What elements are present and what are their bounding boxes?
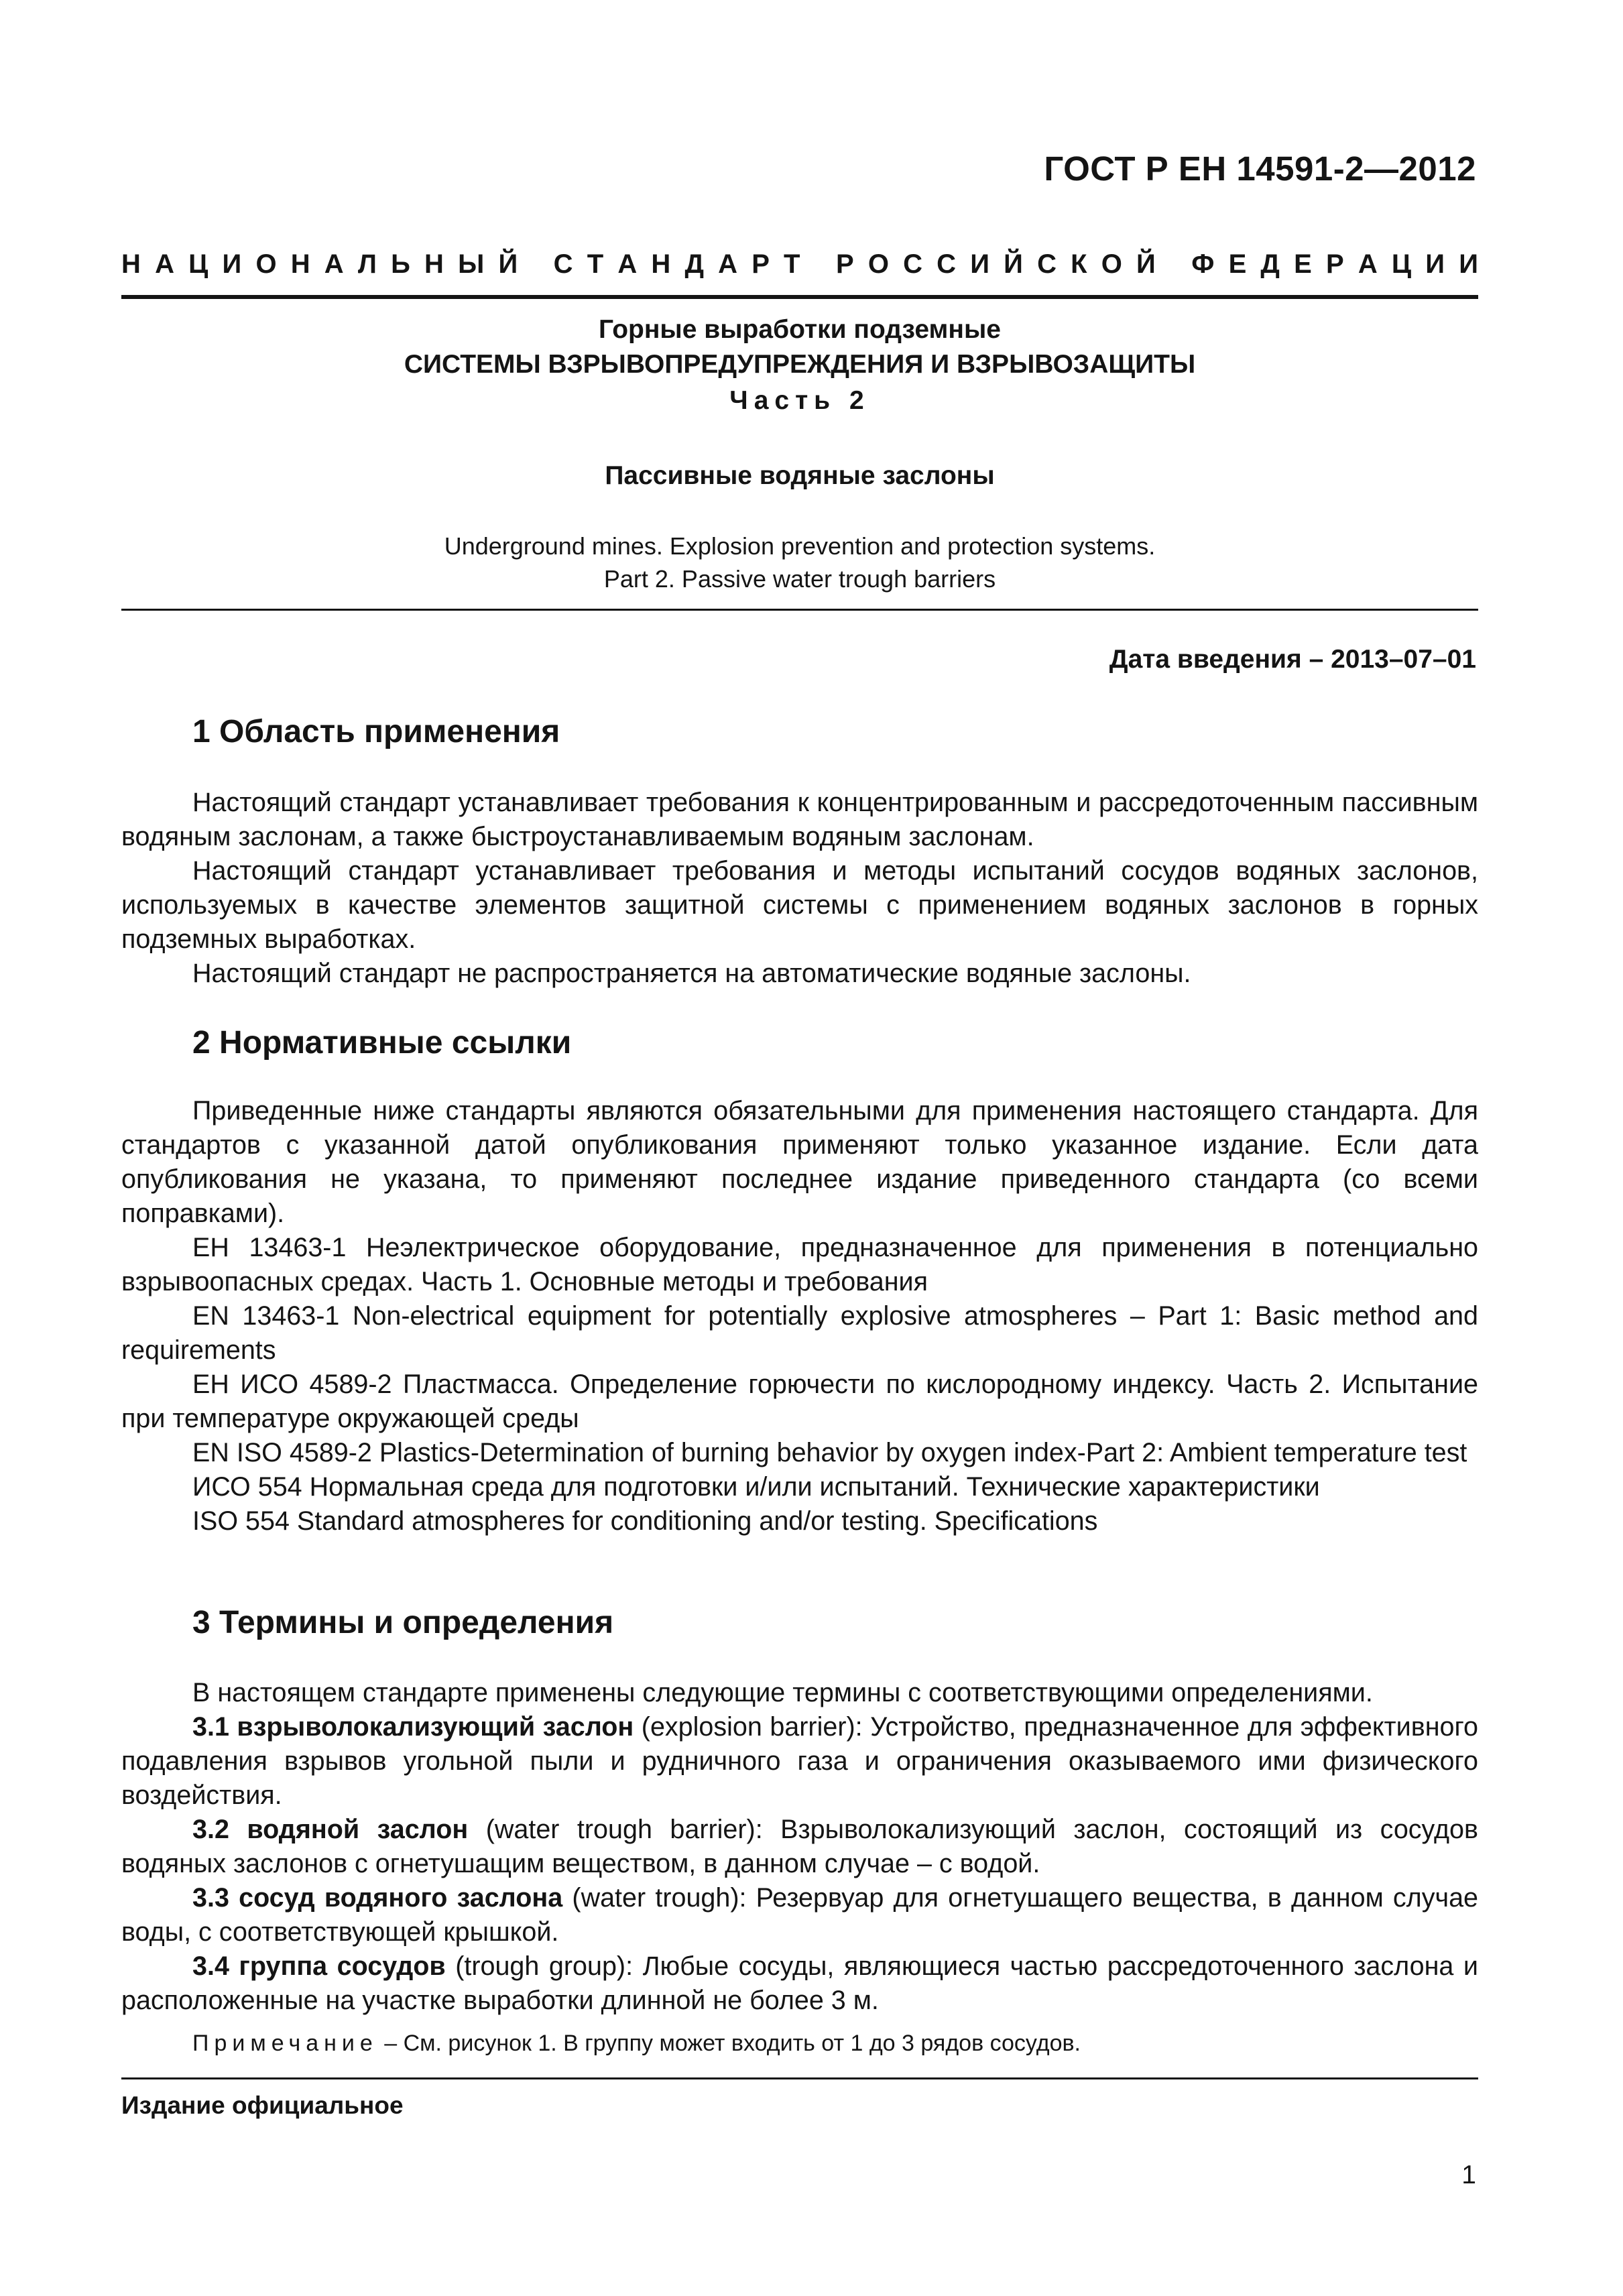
banner-letter: Д [684, 249, 704, 279]
banner-letter: И [1459, 249, 1478, 279]
banner-letter: Д [1260, 249, 1280, 279]
reference-item: EN ISO 4589-2 Plastics-Determination of burning behavior by oxygen index-Part 2: Ambient temperature test [192, 1438, 1467, 1467]
banner-letter: Н [651, 249, 671, 279]
title-line2: СИСТЕМЫ ВЗРЫВОПРЕДУПРЕЖДЕНИЯ И ВЗРЫВОЗАЩИТЫ [404, 350, 1196, 379]
banner-letter: А [324, 249, 344, 279]
term-name: 3.4 группа сосудов [192, 1951, 446, 1981]
national-standard-banner [121, 249, 1478, 280]
term-definition [121, 1813, 1478, 1881]
banner-letter: Ц [1391, 249, 1412, 279]
banner-letter: Н [121, 249, 141, 279]
banner-letter: Й [498, 249, 518, 279]
banner-letter: Е [1228, 249, 1247, 279]
banner-letter: О [867, 249, 889, 279]
term-text: (explosion barrier): Устройство, предназначенное для эффективного подавления взрывов угольной пыли и рудничного газа и ограничения оказываемого ими физического воздействия. [121, 1712, 1478, 1810]
banner-letter: Л [357, 249, 377, 279]
paragraph: В настоящем стандарте применены следующие термины с соответствующими определениями. [192, 1678, 1373, 1707]
official-edition: Издание официальное [121, 2092, 404, 2119]
banner-letter: Н [290, 249, 310, 279]
reference-item: ЕН ИСО 4589-2 Пластмасса. Определение горючести по кислородному индексу. Часть 2. Испытание при температуре окружающей среды [121, 1370, 1478, 1433]
banner-gap [1170, 249, 1177, 280]
english-title-line2: Part 2. Passive water trough barriers [603, 565, 996, 593]
paragraph: Приведенные ниже стандарты являются обязательными для применения настоящего стандарта. Для стандартов с указанной датой опубликования применяют только указанное издание. Если дата опубликования не указана, то применяют последнее издание приведенного стандарта (со всеми поправками). [121, 1096, 1478, 1228]
banner-letter: А [617, 249, 638, 279]
paragraph: Настоящий стандарт устанавливает требования и методы испытаний сосудов водяных заслонов, используемых в качестве элементов защитной системы с применением водяных заслонов в горных подземных выработках. [121, 856, 1478, 954]
banner-letter: Ц [188, 249, 208, 279]
banner-letter: О [255, 249, 277, 279]
term-name: 3.3 сосуд водяного заслона [192, 1883, 563, 1913]
note [121, 2027, 1478, 2061]
banner-gap [815, 249, 822, 280]
banner-letter: О [1101, 249, 1122, 279]
gost-code: ГОСТ Р ЕН 14591-2—2012 [1044, 149, 1476, 188]
term-definition [121, 1710, 1478, 1813]
reference-item: ЕН 13463-1 Неэлектрическое оборудование, предназначенное для применения в потенциально взрывоопасных средах. Часть 1. Основные методы и требования [121, 1233, 1478, 1296]
note-label: Примечание [192, 2031, 378, 2056]
banner-letter: Й [1004, 249, 1023, 279]
banner-letter: Т [784, 249, 800, 279]
title-line1: Горные выработки подземные [599, 315, 1001, 344]
section2-body [121, 1094, 1478, 1538]
banner-letter: С [937, 249, 957, 279]
banner-letter: Й [1136, 249, 1156, 279]
section3-body [121, 1676, 1478, 2061]
reference-item: EN 13463-1 Non-electrical equipment for potentially explosive atmospheres – Part 1: Basic method and requirements [121, 1301, 1478, 1365]
banner-letter: С [903, 249, 922, 279]
footer-rule [121, 2077, 1478, 2079]
banner-letter: К [1071, 249, 1087, 279]
banner-letter: Р [752, 249, 770, 279]
title-rule [121, 609, 1478, 611]
banner-letter: А [1358, 249, 1378, 279]
banner-letter: Е [1294, 249, 1312, 279]
term-definition [121, 1881, 1478, 1949]
term-name: 3.1 взрыволокализующий заслон [192, 1712, 634, 1742]
term-text: (trough group): Любые сосуды, являющиеся частью рассредоточенного заслона и расположенные на участке выработки длинной не более 3 м. [121, 1951, 1478, 2015]
banner-letter: С [553, 249, 573, 279]
note-text: – См. рисунок 1. В группу может входить от 1 до 3 рядов сосудов. [377, 2031, 1081, 2056]
reference-item: ИСО 554 Нормальная среда для подготовки и/или испытаний. Технические характеристики [192, 1472, 1320, 1502]
section1-body [121, 786, 1478, 991]
banner-letter: Н [424, 249, 444, 279]
banner-letter: Т [587, 249, 604, 279]
section3-heading: 3 Термины и определения [192, 1605, 614, 1640]
date-introduction: Дата введения – 2013–07–01 [1109, 645, 1476, 674]
banner-letter: Р [835, 249, 854, 279]
banner-gap [532, 249, 539, 280]
header-rule [121, 295, 1478, 299]
banner-letter: А [155, 249, 174, 279]
banner-letter: Ф [1191, 249, 1215, 279]
title-subtitle: Пассивные водяные заслоны [605, 461, 995, 490]
banner-letter: И [970, 249, 989, 279]
banner-letter: Р [1325, 249, 1344, 279]
page-number: 1 [1461, 2161, 1476, 2189]
paragraph: Настоящий стандарт устанавливает требования к концентрированным и рассредоточенным пассивным водяным заслонам, а также быстроустанавливаемым водяным заслонам. [121, 788, 1478, 851]
title-part: Часть 2 [729, 386, 870, 415]
banner-letter: Ь [391, 249, 410, 279]
term-name: 3.2 водяной заслон [192, 1815, 469, 1844]
term-definition [121, 1949, 1478, 2018]
banner-letter: А [718, 249, 738, 279]
section1-heading: 1 Область применения [192, 714, 560, 749]
banner-letter: И [1425, 249, 1445, 279]
paragraph: Настоящий стандарт не распространяется на автоматические водяные заслоны. [192, 959, 1191, 988]
banner-letter: С [1037, 249, 1057, 279]
banner-letter: И [222, 249, 242, 279]
section2-heading: 2 Нормативные ссылки [192, 1025, 572, 1061]
english-title-line1: Underground mines. Explosion prevention and protection systems. [444, 532, 1156, 560]
term-text: (water trough barrier): Взрыволокализующий заслон, состоящий из сосудов водяных заслонов с огнетушащим веществом, в данном случае – с водой. [121, 1815, 1478, 1878]
banner-letter: Ы [458, 249, 485, 279]
term-text: (water trough): Резервуар для огнетушащего вещества, в данном случае воды, с соответствующей крышкой. [121, 1883, 1479, 1947]
reference-item: ISO 554 Standard atmospheres for conditioning and/or testing. Specifications [192, 1506, 1098, 1536]
